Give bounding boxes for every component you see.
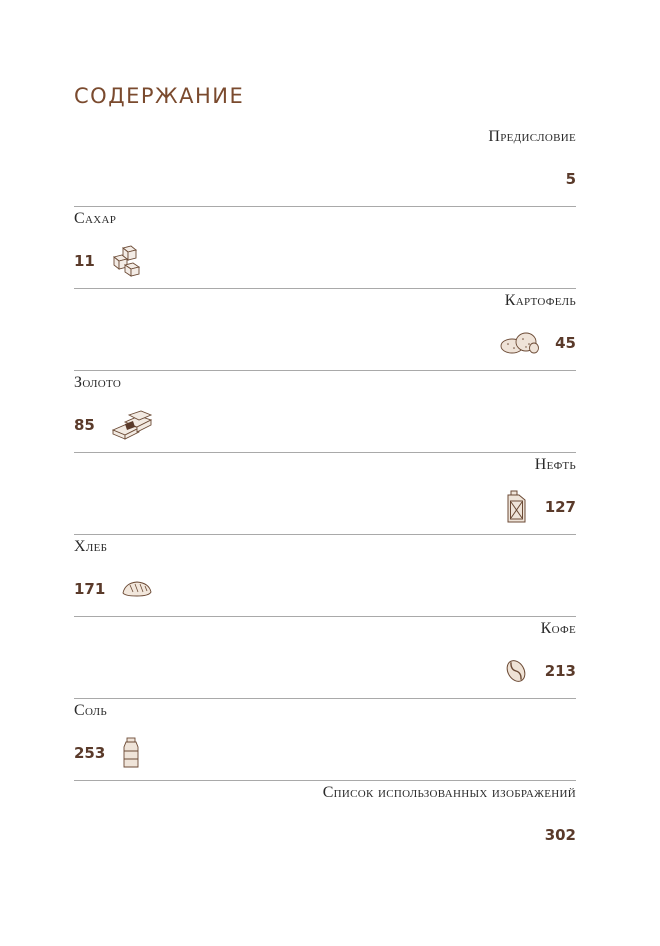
toc-entry-title: Нефть: [534, 456, 576, 473]
toc-entry-oil[interactable]: [74, 453, 576, 535]
toc-entry-title: Список использованных изображений: [322, 784, 576, 801]
toc-entry-gold[interactable]: [74, 371, 576, 453]
potatoes-icon: [499, 330, 539, 356]
sugar-cubes-icon: [111, 245, 141, 277]
toc-entry-preface[interactable]: [74, 125, 576, 207]
toc-entry-salt[interactable]: [74, 699, 576, 781]
salt-jar-icon: [121, 737, 141, 769]
toc-entry-title: Сахар: [74, 210, 117, 227]
toc-entry-title: Хлеб: [74, 538, 108, 555]
toc-page-number: 127: [544, 497, 576, 516]
toc-page-number: 11: [74, 251, 95, 270]
toc-page-number: 5: [565, 169, 576, 188]
toc-entry-title: Кофе: [540, 620, 576, 637]
toc-entry-potato[interactable]: [74, 289, 576, 371]
bread-loaf-icon: [121, 580, 153, 598]
toc-entry-title: Золото: [74, 374, 122, 391]
toc-entry-title: Картофель: [504, 292, 576, 309]
toc-page-number: 253: [74, 743, 106, 762]
page-title: СОДЕРЖАНИЕ: [74, 84, 245, 108]
gold-bars-icon: [111, 410, 155, 440]
toc-entry-sugar[interactable]: [74, 207, 576, 289]
toc-page-number: 213: [544, 661, 576, 680]
oil-canister-icon: [505, 490, 529, 524]
toc-entry-bread[interactable]: [74, 535, 576, 617]
toc-page-number: 45: [555, 333, 576, 352]
toc-entry-title: Предисловие: [488, 128, 576, 145]
toc-page-number: 302: [544, 825, 576, 844]
coffee-bean-icon: [503, 658, 529, 684]
toc-entry-image-list[interactable]: [74, 781, 576, 863]
toc-page-number: 85: [74, 415, 95, 434]
toc-entry-coffee[interactable]: [74, 617, 576, 699]
toc-page-number: 171: [74, 579, 106, 598]
toc-entry-title: Соль: [74, 702, 108, 719]
